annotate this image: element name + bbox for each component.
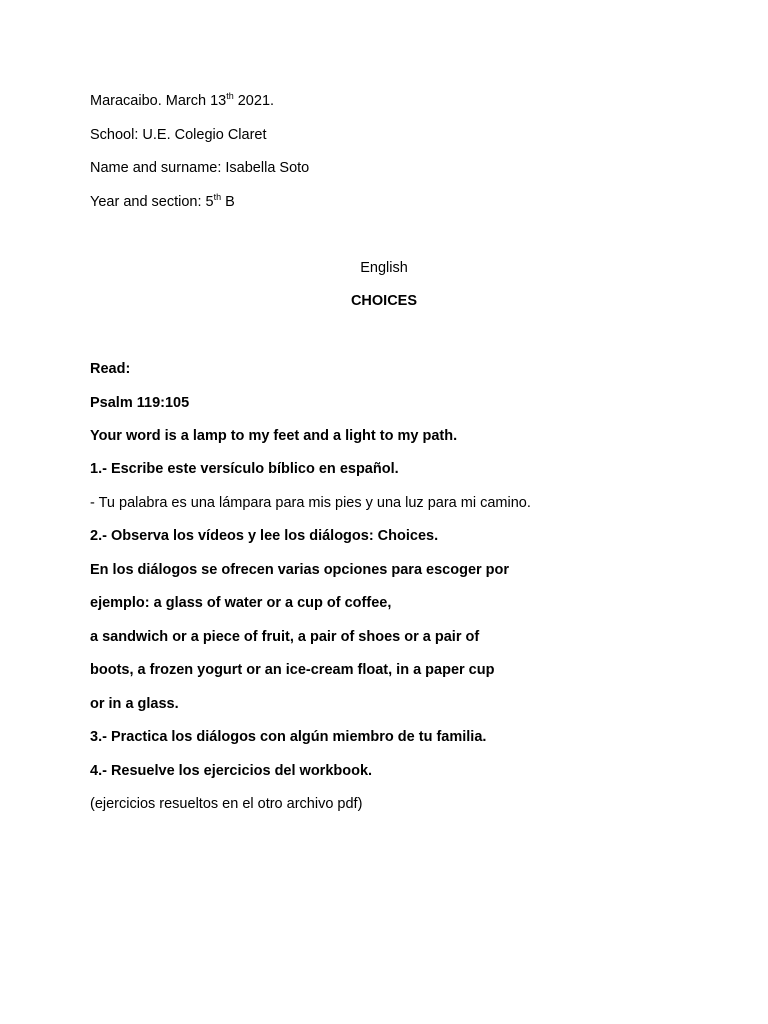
year-ordinal: th: [213, 192, 222, 202]
date-ordinal: th: [226, 91, 234, 101]
instruction-2: 2.- Observa los vídeos y lee los diálogos: Choices.: [90, 528, 439, 544]
year-text: Year and section: 5: [90, 194, 214, 210]
instruction-1-answer: - Tu palabra es una lámpara para mis pies y una luz para mi camino.: [90, 495, 531, 511]
instruction-2-line: or in a glass.: [90, 696, 179, 712]
instruction-4: 4.- Resuelve los ejercicios del workbook.: [90, 763, 373, 779]
page-title: CHOICES: [350, 293, 418, 309]
subject-heading: English: [360, 260, 408, 276]
school-line: School: U.E. Colegio Claret: [90, 127, 267, 143]
date-year: 2021.: [233, 93, 275, 109]
instruction-2-line: a sandwich or a piece of fruit, a pair of shoes or a pair of: [90, 629, 480, 645]
instruction-2-line: En los diálogos se ofrecen varias opciones para escoger por: [90, 562, 510, 578]
note-text: (ejercicios resueltos en el otro archivo pdf): [90, 796, 363, 812]
year-section-line: [90, 193, 235, 211]
instruction-1: 1.- Escribe este versículo bíblico en español.: [90, 461, 399, 477]
date-line: [90, 92, 274, 110]
verse-text: Your word is a lamp to my feet and a light to my path.: [90, 428, 458, 444]
instruction-2-line: ejemplo: a glass of water or a cup of coffee,: [90, 595, 392, 611]
instruction-3: 3.- Practica los diálogos con algún miembro de tu familia.: [90, 729, 487, 745]
section-text: B: [221, 194, 235, 210]
date-text: Maracaibo. March 13: [90, 93, 227, 109]
instruction-2-line: boots, a frozen yogurt or an ice-cream float, in a paper cup: [90, 662, 495, 678]
psalm-reference: Psalm 119:105: [90, 395, 190, 411]
name-line: Name and surname: Isabella Soto: [90, 160, 310, 176]
read-label: Read:: [90, 361, 131, 377]
